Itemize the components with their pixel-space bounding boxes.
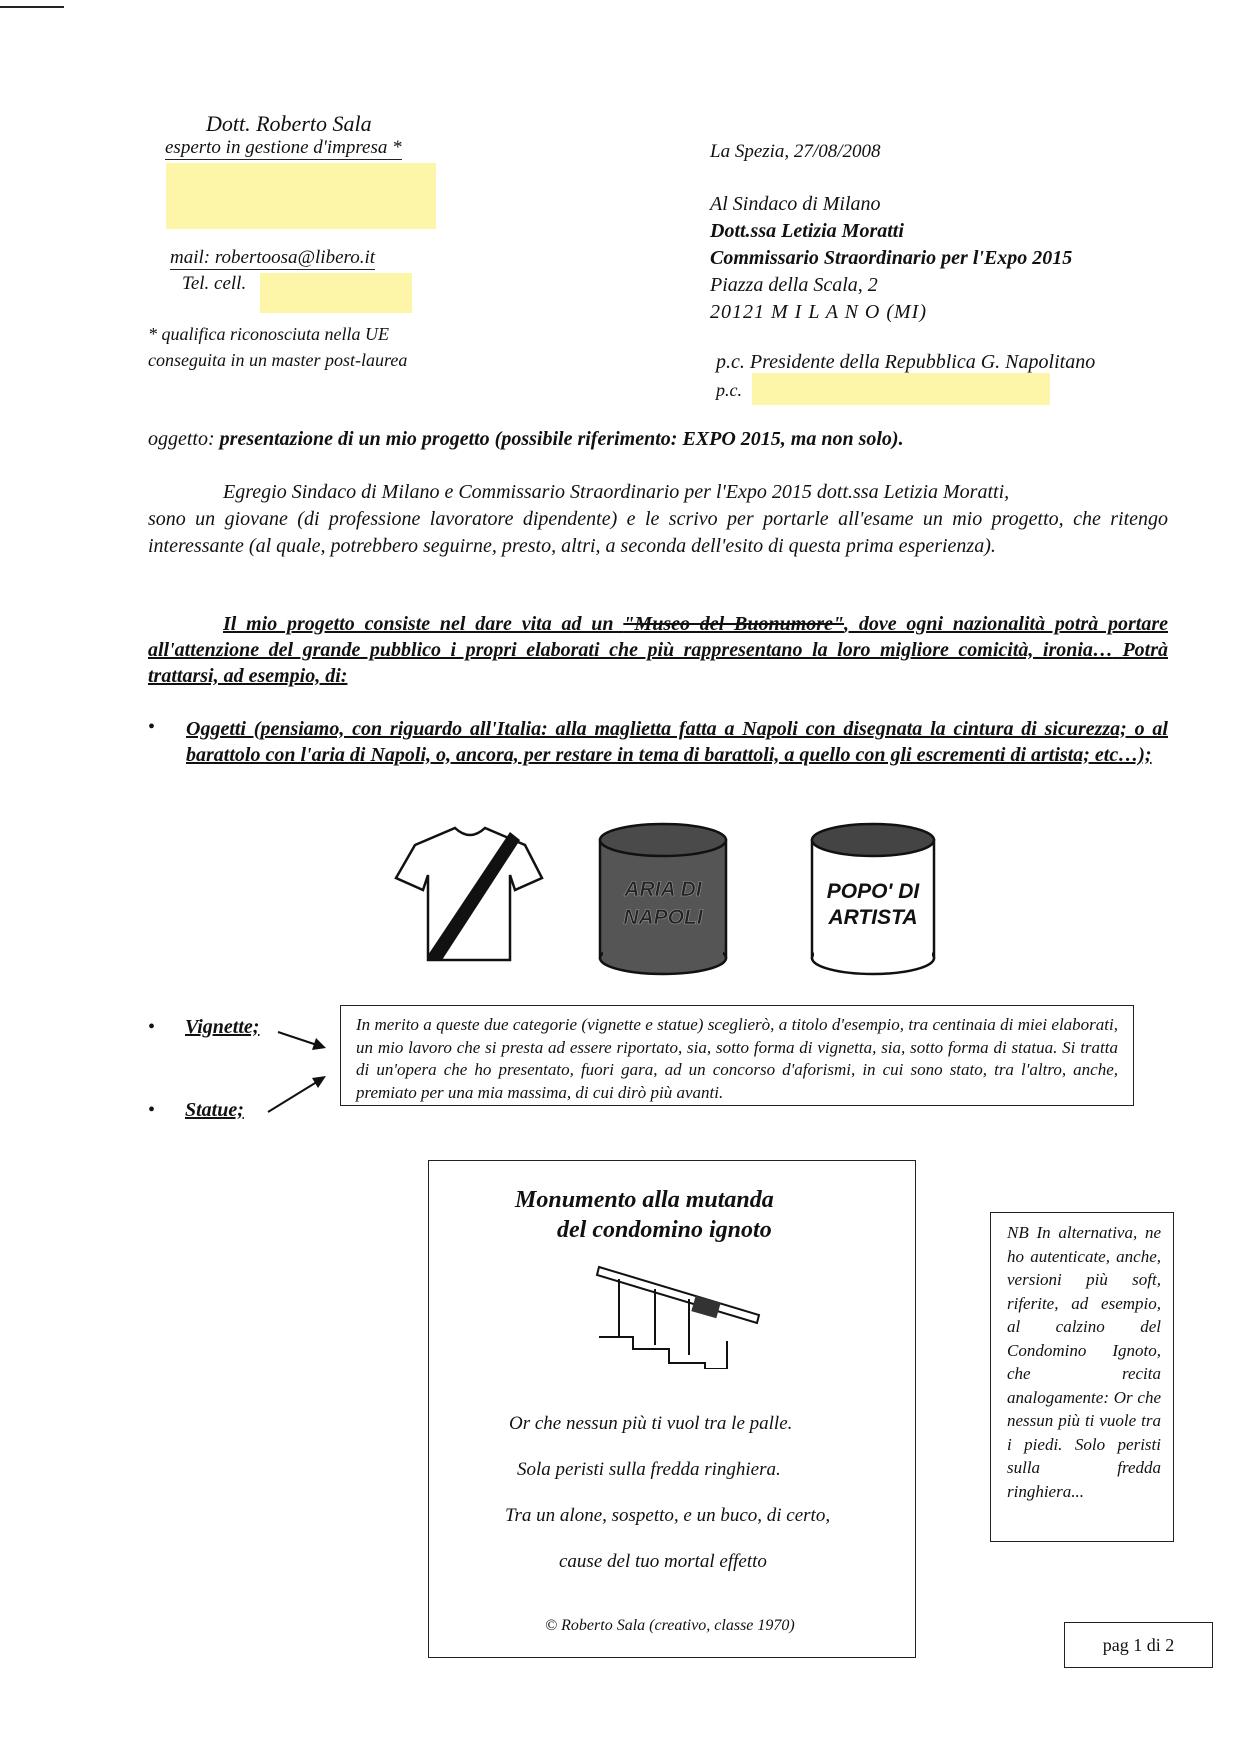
recipient-line-3: Commissario Straordinario per l'Expo 2015: [710, 247, 1073, 269]
note-box: [340, 1005, 1134, 1106]
recipient-line-2: Dott.ssa Letizia Moratti: [710, 220, 904, 242]
recipient-line-1: Al Sindaco di Milano: [710, 193, 881, 215]
note-box-text: In merito a queste due categorie (vignette e statue) sceglierò, a titolo d'esempio, tra centinaia di miei elaborati, un mio lavoro che si presta ad essere riportato, sia, sotto forma di vignetta, sia, sotto forma di statua. Si tratta di un'opera che ho presentato, fuori gara, ad un concorso d'aforismi, in cui sono stato, tra l'altro, anche, premiato per una mia massima, di cui dirò più avanti.: [356, 1015, 1118, 1102]
monument-title-2: del condomino ignoto: [557, 1217, 772, 1243]
intro-salutation: Egregio Sindaco di Milano e Commissario Straordinario per l'Expo 2015 dott.ssa Letizia Moratti,: [223, 481, 1010, 503]
sender-name: Dott. Roberto Sala: [206, 111, 372, 136]
verse-2: Sola peristi sulla fredda ringhiera.: [517, 1459, 781, 1480]
bullet-dot-objects: •: [148, 716, 156, 738]
letter-date: La Spezia, 27/08/2008: [710, 141, 881, 162]
statue-label: Statue;: [185, 1099, 244, 1121]
bullet-dot-vignette: •: [148, 1016, 156, 1038]
illustrations: [360, 820, 980, 980]
page-number-box: [1064, 1622, 1213, 1668]
vignette-label: Vignette;: [185, 1016, 260, 1038]
intro-paragraph: [148, 479, 1168, 560]
qualification-note-1: * qualifica riconosciuta nella UE: [148, 324, 389, 344]
copyright-line: © Roberto Sala (creativo, classe 1970): [545, 1617, 795, 1634]
project-text-3: Potrà trattarsi, ad esempio, di:: [148, 639, 1168, 687]
can1-label-2: NAPOLI: [623, 906, 703, 929]
can-icon-popo: [812, 824, 934, 974]
sender-tel-label: Tel. cell.: [182, 273, 247, 294]
project-paragraph: [148, 611, 1168, 689]
subject-text: presentazione di un mio progetto (possibile riferimento: EXPO 2015, ma non solo).: [219, 428, 904, 450]
staircase-railing-icon: [589, 1259, 779, 1369]
page-number: pag 1 di 2: [1102, 1634, 1175, 1655]
scan-mark-top: [0, 6, 64, 8]
arrow-up-right-icon: [268, 1076, 326, 1112]
nb-box: [990, 1212, 1174, 1542]
can2-label-1: POPO' DI: [826, 880, 920, 903]
sender-qualification: esperto in gestione d'impresa *: [165, 137, 402, 158]
monument-title-1: Monumento alla mutanda: [515, 1187, 774, 1213]
redacted-phone: [260, 273, 412, 313]
verse-1: Or che nessun più ti vuol tra le palle.: [509, 1413, 793, 1434]
verse-3: Tra un alone, sospetto, e un buco, di certo,: [505, 1505, 831, 1526]
redacted-cc: [752, 373, 1050, 405]
qualification-note-2: conseguita in un master post-laurea: [148, 350, 408, 370]
sender-mail: mail: robertoosa@libero.it: [170, 247, 376, 268]
can2-label-2: ARTISTA: [828, 906, 918, 929]
arrow-right-icon: [278, 1032, 326, 1050]
monument-box: [428, 1160, 916, 1658]
verse-4: cause del tuo mortal effetto: [559, 1551, 767, 1572]
subject-label: oggetto:: [148, 428, 215, 450]
cc-line-2: p.c.: [716, 380, 742, 400]
subject-line: [148, 426, 1168, 453]
project-text-1: Il mio progetto consiste nel dare vita ad un: [223, 613, 624, 635]
arrows: [262, 1020, 332, 1120]
recipient-line-5: 20121 M I L A N O (MI): [710, 301, 927, 323]
intro-body: sono un giovane (di professione lavoratore dipendente) e le scrivo per portarle all'esame un mio progetto, che ritengo interessante (al quale, potrebbero seguirne, presto, altri, a seconda dell'esito di questa prima esperienza).: [148, 508, 1168, 557]
can-icon-aria: [600, 824, 726, 974]
can1-label-1: ARIA DI: [624, 878, 702, 901]
recipient-line-4: Piazza della Scala, 2: [710, 274, 878, 296]
objects-bullet-text: Oggetti (pensiamo, con riguardo all'Italia: alla maglietta fatta a Napoli con disegnata la cintura di sicurezza; o al barattolo con l'aria di Napoli, o, ancora, per restare in tema di barattoli, a quello con gli escrementi di artista; etc…);: [186, 718, 1168, 766]
project-text-2: , dove ogni nazionalità potrà portare all'attenzione del grande pubblico i propri elaborati che più rappresentano la loro migliore comicità, ironia…: [148, 613, 1168, 661]
redacted-address: [166, 163, 436, 229]
cc-line-1: p.c. Presidente della Repubblica G. Napolitano: [716, 351, 1096, 373]
bullet-dot-statue: •: [148, 1099, 156, 1121]
nb-box-text: NB In alternativa, ne ho autenticate, anche, versioni più soft, riferite, ad esempio, al calzino del Condomino Ignoto, che recita analogamente: Or che nessun più ti vuole tra i piedi. Solo peristi sulla fredda ringhiera...: [1007, 1223, 1161, 1501]
museum-name: "Museo del Buonumore": [623, 613, 845, 635]
tshirt-icon: [396, 828, 542, 960]
